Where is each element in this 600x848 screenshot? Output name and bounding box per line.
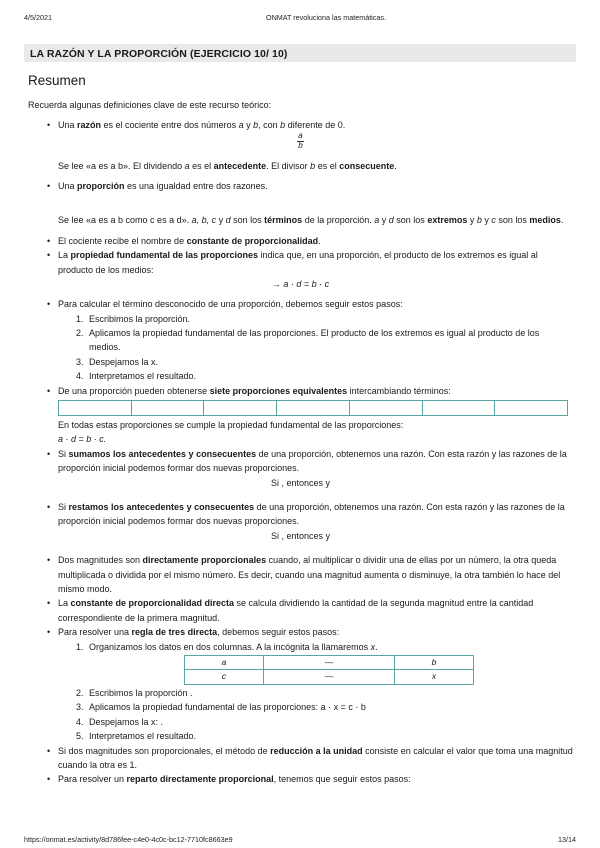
- list-item-proporcion: • Una proporción es una igualdad entre dos razones.: [28, 179, 573, 193]
- list-item-sumamos: • Si sumamos los antecedentes y consecuentes de una proporción, obtenemos una razón. Con esta razón y las razones de la proporción inicial podemos formar dos nuevas proporciones.: [28, 447, 573, 476]
- section-title: Resumen: [28, 73, 86, 88]
- step-item: 5. Interpretamos el resultado.: [76, 731, 197, 742]
- table-cell: [131, 401, 204, 416]
- after-table-formula: a · d = b · c.: [58, 434, 107, 445]
- intro-text: Recuerda algunas definiciones clave de este recurso teórico:: [28, 99, 272, 110]
- table-cell: b: [394, 655, 473, 670]
- list-item-calcular: • Para calcular el término desconocido de una proporción, debemos seguir estos pasos:: [28, 297, 573, 311]
- definitions-list: [28, 118, 573, 132]
- exercise-title: LA RAZÓN Y LA PROPORCIÓN (EJERCICIO 10/ 10): [24, 44, 576, 62]
- list-item-constante-directa: • La constante de proporcionalidad directa se calcula dividiendo la cantidad de la segunda magnitud entre la cantidad correspondiente de la primera magnitud.: [28, 596, 573, 625]
- list-item-reparto: • Para resolver un reparto directamente proporcional, tenemos que seguir estos pasos:: [28, 772, 573, 786]
- table-cell: [349, 401, 422, 416]
- table-cell: [422, 401, 495, 416]
- list-item-razon: • Una razón es el cociente entre dos números a y b, con b diferente de 0.: [28, 118, 573, 132]
- print-date: 4/5/2021: [24, 13, 52, 22]
- summary-content: [28, 70, 573, 787]
- list-item-restamos: • Si restamos los antecedentes y consecuentes de una proporción, obtenemos una razón. Con esta razón y las razones de la proporción inicial podemos formar dos nuevas proporciones.: [28, 500, 573, 529]
- table-row: [185, 655, 474, 670]
- step-item: 3. Despejamos la x.: [76, 356, 159, 367]
- table-cell: [204, 401, 277, 416]
- step-item: 2. Aplicamos la propiedad fundamental de las proporciones. El producto de los extremos es igual al producto de los medios.: [76, 328, 540, 353]
- fraction-a-b: $\frac{a}{b}$: [298, 131, 303, 151]
- step-item: 1. Organizamos los datos en dos columnas. A la incógnita la llamaremos x.: [76, 641, 378, 652]
- table-row: [185, 670, 474, 685]
- diff-center-text: Si , entonces y: [270, 530, 331, 541]
- after-table-text: En todas estas proporciones se cumple la propiedad fundamental de las proporciones:: [58, 420, 404, 431]
- table-cell: —: [264, 670, 395, 685]
- step-item: 4. Despejamos la x: .: [76, 716, 164, 727]
- step-item: 1. Escribimos la proporción.: [76, 313, 191, 324]
- table-cell: —: [264, 655, 395, 670]
- list-item-reduccion: • Si dos magnitudes son proporcionales, el método de reducción a la unidad consiste en calcular el valor que toma una magnitud cuando la otra es 1.: [28, 744, 573, 773]
- list-item-directamente: • Dos magnitudes son directamente proporcionales cuando, al multiplicar o dividir una de ellas por un número, la otra queda multiplicada o dividida por el mismo número. Es decir, cuando una magnitud aumenta o disminuye, la otra también lo hace del mismo modo.: [28, 553, 573, 596]
- rule-of-three-table: [184, 655, 474, 685]
- steps-list-2b: [28, 686, 573, 744]
- table-cell: x: [394, 670, 473, 685]
- table-cell: [277, 401, 350, 416]
- equivalent-proportions-table: [58, 400, 568, 416]
- sum-center-text: Si , entonces y: [270, 477, 331, 488]
- steps-list-1: [28, 312, 573, 384]
- list-item-constante: • El cociente recibe el nombre de constante de proporcionalidad.: [28, 234, 573, 248]
- list-item-regla-tres: • Para resolver una regla de tres directa, debemos seguir estos pasos:: [28, 625, 573, 639]
- proporcion-reading: Se lee «a es a b como c es a d». a, b, c y d son los términos de la proporción. a y d son los extremos y b y c son los medios.: [58, 215, 564, 226]
- step-item: 4. Interpretamos el resultado.: [76, 371, 197, 382]
- list-item-propiedad: • La propiedad fundamental de las proporciones indica que, en una proporción, el producto de los extremos es igual al producto de los medios:: [28, 248, 573, 277]
- step-item: 2. Escribimos la proporción .: [76, 688, 193, 699]
- table-cell: [59, 401, 132, 416]
- formula-ad-bc: → a · d = b · c: [271, 278, 330, 289]
- table-cell: a: [185, 655, 264, 670]
- razon-reading: Se lee «a es a b». El dividendo a es el antecedente. El divisor b es el consecuente.: [58, 160, 397, 171]
- site-title: ONMAT revoluciona las matemáticas.: [266, 13, 386, 22]
- steps-list-2: [28, 640, 573, 654]
- step-item: 3. Aplicamos la propiedad fundamental de las proporciones: a · x = c · b: [76, 702, 366, 713]
- page-number: 13/14: [558, 835, 576, 844]
- table-cell: c: [185, 670, 264, 685]
- page-url: https://onmat.es/activity/8d786fee-c4e0-4c0c-bc12-7710fc8663e9: [24, 835, 233, 844]
- table-cell: [495, 401, 568, 416]
- list-item-siete: • De una proporción pueden obtenerse siete proporciones equivalentes intercambiando términos:: [28, 384, 573, 398]
